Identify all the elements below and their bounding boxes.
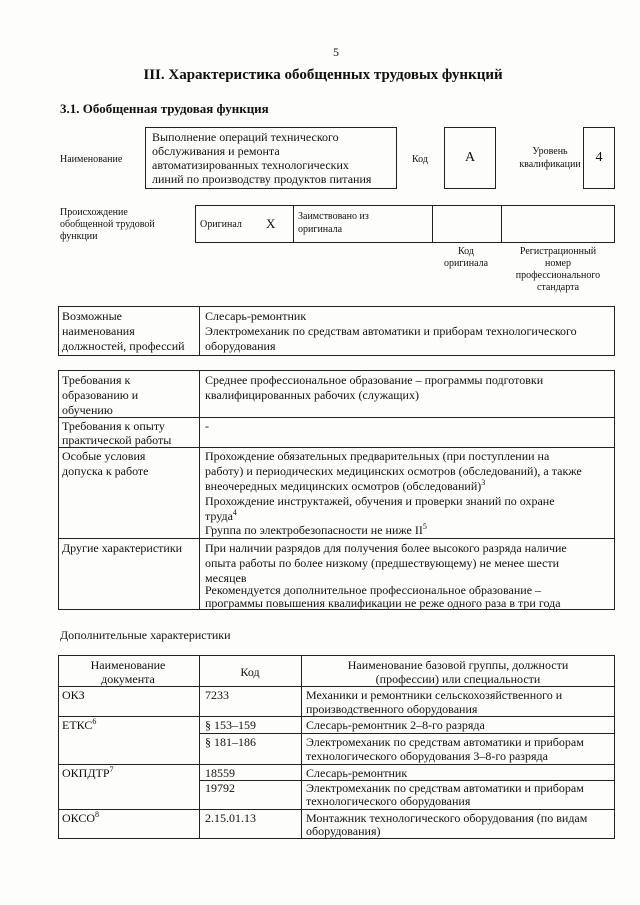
table-row-code: § 181–186	[205, 735, 256, 749]
table-row-name: Электромеханик по средствам автоматики и приборам	[306, 735, 584, 749]
name-line: обслуживания и ремонта	[152, 144, 280, 158]
reg-caption: профессионального	[515, 270, 601, 281]
special-value: работу) и периодических медицинских осмотров (обследований), а также	[205, 464, 582, 478]
table-row-name: Электромеханик по средствам автоматики и приборам	[306, 781, 584, 795]
subsection-title: 3.1. Обобщенная трудовая функция	[60, 101, 269, 116]
table-row-doc: ОКПДТР$^7$	[62, 765, 114, 780]
borrowed-label: оригинала	[298, 224, 343, 235]
col-header-name: Наименование базовой группы, должности	[347, 658, 569, 672]
table-row-name: Слесарь-ремонтник 2–8-го разряда	[306, 718, 485, 732]
other-value: опыта работы по более низкому (предшествующему) не менее шести	[205, 556, 560, 570]
education-value: квалифицированных рабочих (служащих)	[205, 388, 419, 402]
special-value: внеочередных медицинских осмотров (обследований)$^3$	[205, 478, 486, 493]
education-label: Требования к	[62, 373, 131, 387]
level-label: Уровень	[532, 146, 568, 157]
table-row-doc: ЕТКС$^6$	[62, 717, 97, 732]
origin-table	[195, 205, 615, 243]
position-value: оборудования	[205, 339, 276, 353]
experience-label: Требования к опыту	[62, 419, 165, 433]
special-value: Группа по электробезопасности не ниже $II^5$	[205, 522, 427, 537]
table-row-doc: ОКЗ	[62, 688, 85, 702]
origin-label: Происхождение	[60, 207, 128, 218]
name-line: линий по производству продуктов питания	[152, 172, 372, 186]
original-label: Оригинал	[200, 219, 242, 230]
special-value: труда$^4$	[205, 508, 237, 523]
table-row-name: Механики и ремонтники сельскохозяйственного и	[306, 688, 563, 702]
footnote-ref: 3	[481, 478, 486, 487]
special-value: Прохождение обязательных предварительных (при поступлении на	[205, 449, 550, 463]
col-header-doc: Наименование	[90, 658, 166, 672]
table-row-name: оборудования)	[306, 824, 381, 838]
table-row-name: технологического оборудования 3–8-го разряда	[306, 749, 548, 763]
other-label: Другие характеристики	[62, 541, 183, 555]
col-header-code: Код	[240, 665, 260, 679]
name-line: Выполнение операций технического	[152, 130, 339, 144]
education-value: Среднее профессиональное образование – программы подготовки	[205, 373, 544, 387]
positions-label: наименования	[62, 324, 135, 338]
table-row-name: Монтажник технологического оборудования (по видам	[306, 811, 588, 825]
table-row-code: 18559	[205, 766, 235, 780]
special-label: допуска к работе	[62, 464, 149, 478]
table-row-doc: ОКСО$^8$	[62, 810, 100, 825]
table-row-code: § 153–159	[205, 718, 256, 732]
code-label: Код	[412, 154, 428, 165]
section-title: III. Характеристика обобщенных трудовых функций	[143, 67, 503, 83]
footnote-ref: 5	[422, 522, 427, 531]
page-number: 5	[333, 45, 339, 59]
reg-caption: номер	[545, 258, 571, 269]
original-mark: X	[266, 216, 276, 231]
origin-label: функции	[60, 231, 98, 242]
experience-value: -	[205, 419, 209, 433]
special-value: Прохождение инструктажей, обучения и проверки знаний по охране	[205, 494, 555, 508]
position-value: Слесарь-ремонтник	[205, 309, 307, 323]
other-value: программы повышения квалификации не реже одного раза в три года	[205, 596, 561, 610]
experience-label: практической работы	[62, 433, 172, 447]
additional-title: Дополнительные характеристики	[60, 628, 231, 642]
col-header-doc: документа	[101, 672, 155, 686]
table-row-code: 19792	[205, 781, 235, 795]
special-label: Особые условия	[62, 449, 146, 463]
other-value: При наличии разрядов для получения более высокого разряда наличие	[205, 541, 567, 555]
table-row-code: 2.15.01.13	[205, 811, 256, 825]
level-label: квалификации	[519, 159, 581, 170]
level-value: 4	[595, 150, 603, 165]
table-row-name: технологического оборудования	[306, 794, 471, 808]
table-row-name: производственного оборудования	[306, 702, 478, 716]
code-caption: оригинала	[443, 258, 489, 269]
position-value: Электромеханик по средствам автоматики и приборам технологического	[205, 324, 577, 338]
borrowed-label: Заимствовано из	[298, 211, 369, 222]
other-value: месяцев	[205, 571, 247, 585]
education-label: обучению	[62, 403, 113, 417]
positions-label: Возможные	[62, 309, 122, 323]
table-row-name: Слесарь-ремонтник	[306, 766, 408, 780]
reg-caption: Регистрационный	[519, 246, 597, 257]
other-value: Рекомендуется дополнительное профессиональное образование –	[205, 583, 542, 597]
code-value: A	[464, 150, 476, 165]
name-label: Наименование	[60, 154, 123, 165]
footnote-ref: 4	[232, 508, 237, 517]
code-caption: Код	[458, 246, 474, 257]
col-header-name: (профессии) или специальности	[375, 672, 541, 686]
reg-caption: стандарта	[536, 282, 580, 293]
positions-label: должностей, профессий	[62, 339, 185, 353]
origin-label: обобщенной трудовой	[60, 219, 155, 230]
name-line: автоматизированных технологических	[152, 158, 349, 172]
education-label: образованию и	[62, 388, 139, 402]
table-row-code: 7233	[205, 688, 229, 702]
